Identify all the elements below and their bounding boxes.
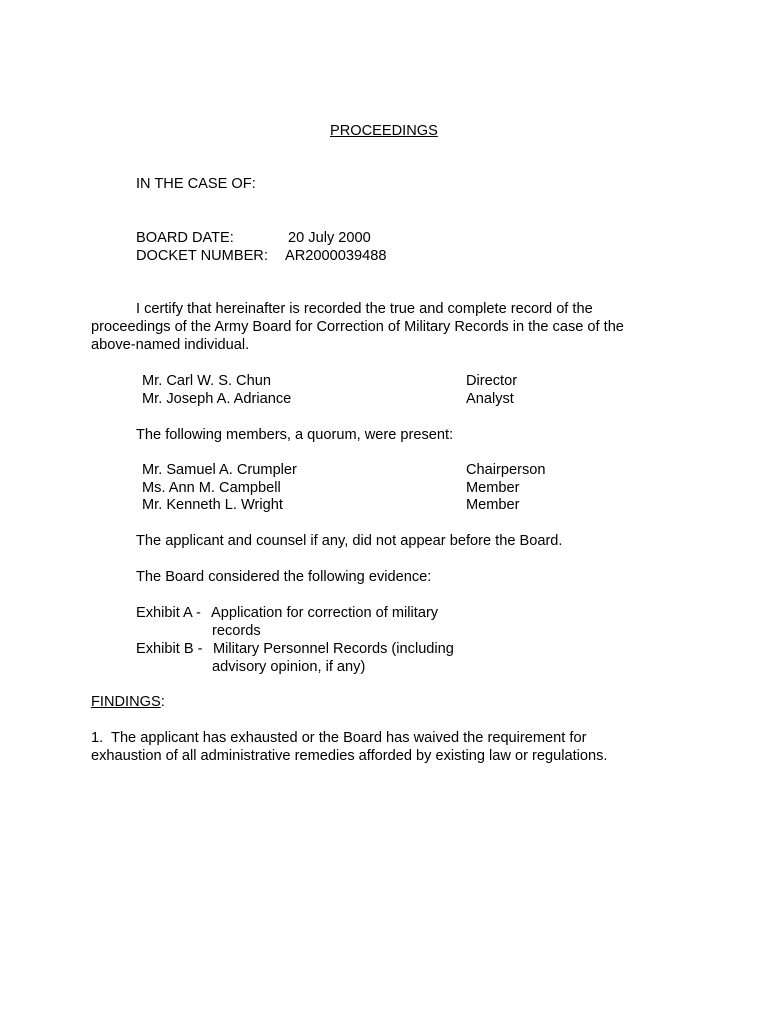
exhibit-description-cont: advisory opinion, if any) <box>212 659 366 675</box>
quorum-text: The following members, a quorum, were present: <box>136 427 454 443</box>
exhibit-label: Exhibit A - <box>136 605 201 621</box>
docket-number-value: AR2000039488 <box>285 248 387 264</box>
staff-name: Mr. Joseph A. Adriance <box>142 391 292 407</box>
findings-heading <box>91 693 165 711</box>
member-name: Ms. Ann M. Campbell <box>142 480 281 496</box>
findings-heading-colon: : <box>160 694 165 710</box>
member-role: Chairperson <box>466 462 546 478</box>
exhibit-description-cont: records <box>212 623 261 639</box>
docket-number-label: DOCKET NUMBER: <box>136 248 268 264</box>
member-role: Member <box>466 480 520 496</box>
board-date-value: 20 July 2000 <box>288 230 371 246</box>
exhibit-description: Application for correction of military <box>211 605 439 621</box>
appearance-text: The applicant and counsel if any, did not appear before the Board. <box>136 533 563 549</box>
exhibit-label: Exhibit B - <box>136 641 203 657</box>
page-title: PROCEEDINGS <box>330 123 438 139</box>
finding-1-number: 1. <box>91 730 104 746</box>
member-name: Mr. Kenneth L. Wright <box>142 497 283 513</box>
findings-heading-text: FINDINGS <box>91 694 161 710</box>
board-date-label: BOARD DATE: <box>136 230 234 246</box>
certification-paragraph: I certify that hereinafter is recorded the true and complete record of the proceedings of the Army Board for Correction of Military Records in the case of the above-named individual. <box>91 301 624 353</box>
member-name: Mr. Samuel A. Crumpler <box>142 462 297 478</box>
exhibit-description: Military Personnel Records (including <box>213 641 454 657</box>
staff-role: Director <box>466 373 518 389</box>
finding-1-text: The applicant has exhausted or the Board has waived the requirement for exhaustion of all administrative remedies afforded by existing law or regulations. <box>91 730 608 764</box>
member-role: Member <box>466 497 520 513</box>
staff-name: Mr. Carl W. S. Chun <box>142 373 271 389</box>
staff-role: Analyst <box>466 391 514 407</box>
evidence-intro: The Board considered the following evidence: <box>136 569 432 585</box>
finding-1-paragraph <box>91 729 651 765</box>
case-label: IN THE CASE OF: <box>136 176 256 192</box>
